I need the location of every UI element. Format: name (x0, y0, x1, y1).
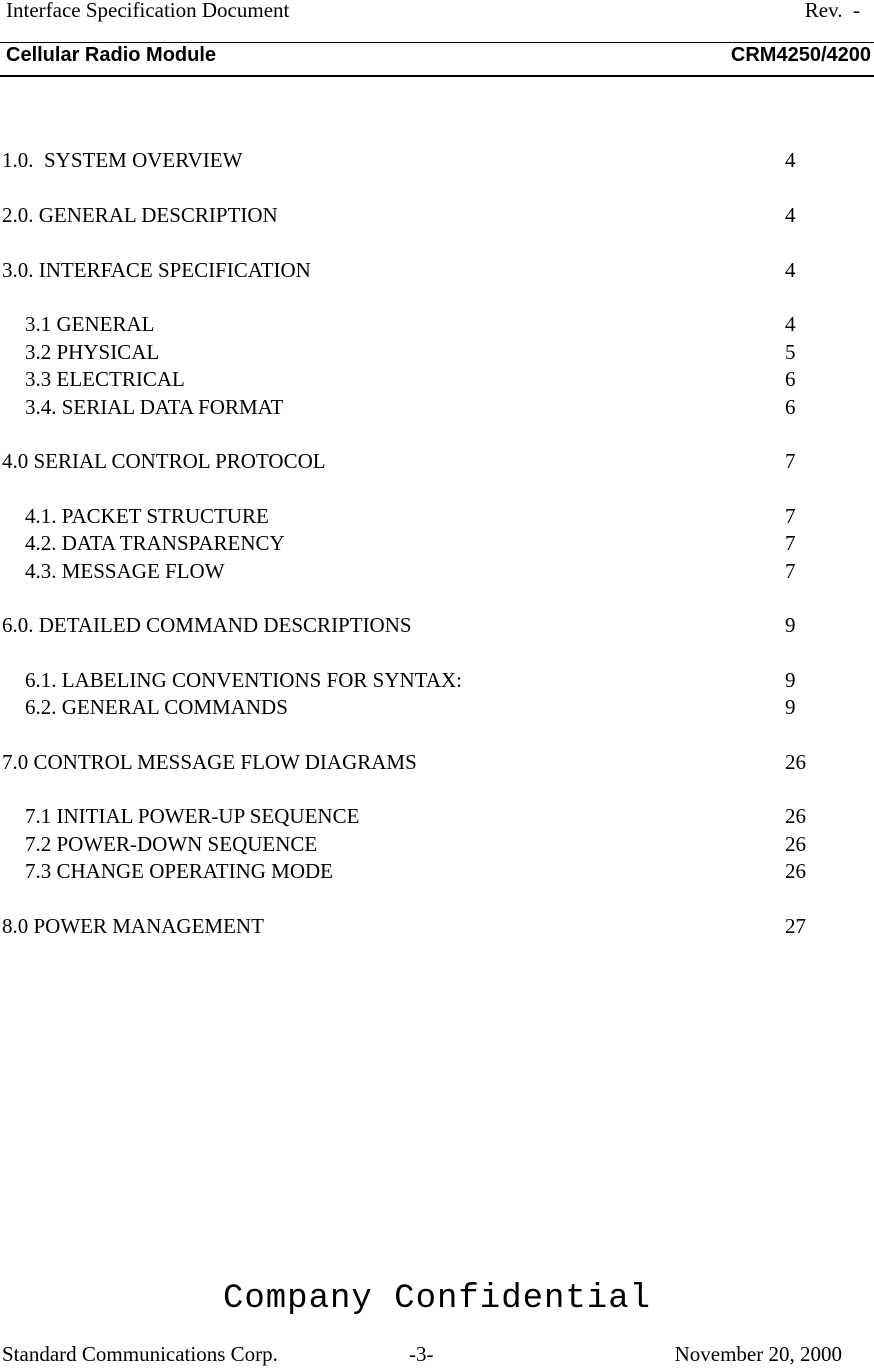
toc-subentry (0, 858, 874, 884)
toc-subentry (0, 831, 874, 857)
toc-entry-title: 3.4. SERIAL DATA FORMAT (25, 395, 284, 419)
header-divider-bold (0, 75, 874, 77)
toc-entry-title: 6.1. LABELING CONVENTIONS FOR SYNTAX: (25, 668, 462, 692)
toc-entry-page: 6 (785, 395, 796, 419)
toc-entry-title: 1.0. SYSTEM OVERVIEW (2, 148, 243, 172)
document-date: November 20, 2000 (674, 1342, 842, 1366)
page-header (0, 0, 874, 22)
toc-entry-page: 27 (785, 914, 806, 938)
toc-entry-page: 26 (785, 832, 806, 856)
model-number: CRM4250/4200 (730, 44, 871, 66)
confidential-notice: Company Confidential (222, 1280, 652, 1318)
toc-entry-title: 4.3. MESSAGE FLOW (25, 559, 225, 583)
page-number: -3- (409, 1342, 434, 1366)
page-footer (0, 1342, 874, 1368)
toc-entry-page: 9 (785, 668, 796, 692)
toc-entry-title: 7.3 CHANGE OPERATING MODE (25, 859, 333, 883)
toc-entry-page: 5 (785, 340, 796, 364)
toc-entry-page: 4 (785, 258, 796, 282)
toc-subentry (0, 667, 874, 693)
toc-entry-page: 7 (785, 559, 796, 583)
header-divider (0, 42, 874, 43)
toc-entry-title: 7.2 POWER-DOWN SEQUENCE (25, 832, 318, 856)
toc-entry-page: 4 (785, 203, 796, 227)
toc-entry-page: 4 (785, 148, 796, 172)
toc-entry-page: 7 (785, 449, 796, 473)
toc-entry-title: 7.0 CONTROL MESSAGE FLOW DIAGRAMS (2, 750, 417, 774)
toc-entry-page: 9 (785, 695, 796, 719)
toc-entry-title: 6.2. GENERAL COMMANDS (25, 695, 288, 719)
toc-subentry (0, 394, 874, 420)
toc-entry-title: 3.1 GENERAL (25, 312, 155, 336)
toc-subentry (0, 803, 874, 829)
company-name: Standard Communications Corp. (2, 1342, 278, 1366)
toc-entry-title: 7.1 INITIAL POWER-UP SEQUENCE (25, 804, 360, 828)
toc-entry-page: 26 (785, 859, 806, 883)
toc-entry-page: 26 (785, 750, 806, 774)
toc-entry-title: 3.0. INTERFACE SPECIFICATION (2, 258, 311, 282)
toc-entry-title: 4.2. DATA TRANSPARENCY (25, 531, 285, 555)
toc-entry-page: 6 (785, 367, 796, 391)
toc-entry-title: 8.0 POWER MANAGEMENT (2, 914, 264, 938)
toc-subentry (0, 503, 874, 529)
toc-subentry (0, 530, 874, 556)
toc-entry-title: 4.1. PACKET STRUCTURE (25, 504, 269, 528)
toc-entry (0, 749, 874, 775)
toc-subentry (0, 339, 874, 365)
toc-entry (0, 147, 874, 173)
toc-entry-title: 6.0. DETAILED COMMAND DESCRIPTIONS (2, 613, 412, 637)
product-name: Cellular Radio Module (6, 44, 217, 66)
toc-entry-title: 3.3 ELECTRICAL (25, 367, 185, 391)
toc-subentry (0, 694, 874, 720)
toc-entry (0, 913, 874, 939)
toc-entry (0, 257, 874, 283)
toc-entry-page: 4 (785, 312, 796, 336)
toc-entry-title: 3.2 PHYSICAL (25, 340, 160, 364)
toc-entry-page: 9 (785, 613, 796, 637)
toc-entry (0, 448, 874, 474)
toc-subentry (0, 366, 874, 392)
toc-entry (0, 202, 874, 228)
toc-entry-page: 26 (785, 804, 806, 828)
document-type: Interface Specification Document (6, 0, 290, 22)
toc-entry-page: 7 (785, 504, 796, 528)
product-header (0, 44, 874, 70)
toc-entry-title: 4.0 SERIAL CONTROL PROTOCOL (2, 449, 326, 473)
toc-subentry (0, 558, 874, 584)
revision-label: Rev. - (804, 0, 860, 22)
toc-subentry (0, 311, 874, 337)
toc-entry-page: 7 (785, 531, 796, 555)
toc-entry (0, 612, 874, 638)
toc-entry-title: 2.0. GENERAL DESCRIPTION (2, 203, 278, 227)
